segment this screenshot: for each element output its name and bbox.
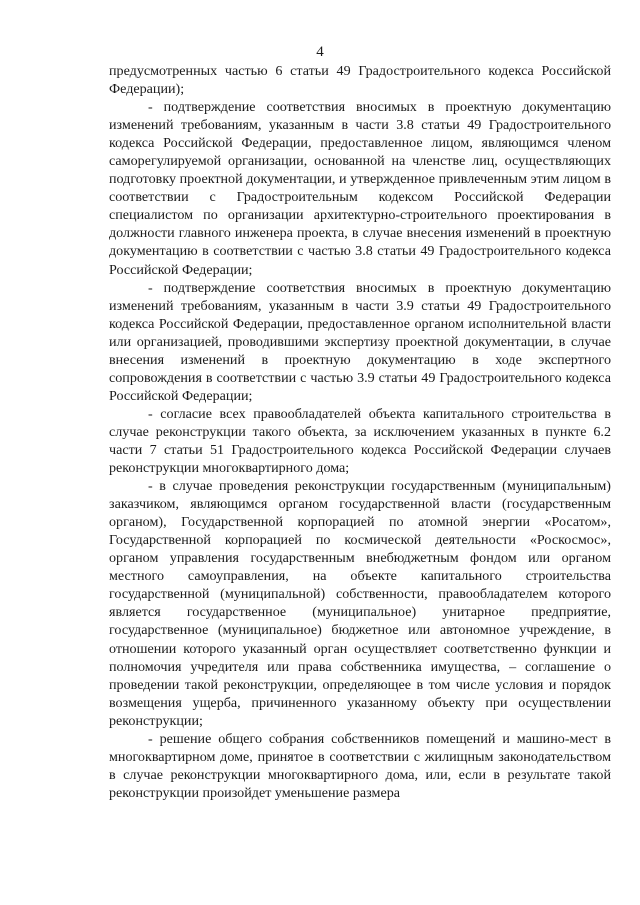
paragraph-item: - в случае проведения реконструкции государственным (муниципальным) заказчиком, являющимся органом государственной власти (государственным органом), Государственной корпорацией по атомной энергии «Росатом», Государственной корпорацией по космической деятельности «Роскосмос», органом управления государственным внебюджетным фондом или органом местного самоуправления, на объекте капитального строительства государственной (муниципальной) собственности, правообладателем которого является государственное (муниципальное) унитарное предприятие, государственное (муниципальное) бюджетное или автономное учреждение, в отношении которого указанный орган осуществляет соответственно функции и полномочия учредителя или права собственника имущества, – соглашение о проведении такой реконструкции, определяющее в том числе условия и порядок возмещения ущерба, причиненного указанному объекту при осуществлении реконструкции; [109,478,611,729]
paragraph-item: - согласие всех правообладателей объекта капитального строительства в случае реконструкции такого объекта, за исключением указанных в пункте 6.2 части 7 статьи 51 Градостроительного кодекса Российской Федерации случаев реконструкции многоквартирного дома; [109,405,611,477]
document-body [109,62,611,802]
paragraph-continuation: предусмотренных частью 6 статьи 49 Градостроительного кодекса Российской Федерации); [109,63,611,98]
paragraph-item: - решение общего собрания собственников помещений и машино-мест в многоквартирном доме, принятое в соответствии с жилищным законодательством в случае реконструкции многоквартирного дома, или, если в результате такой реконструкции произойдет уменьшение размера [109,730,611,801]
paragraph-item: - подтверждение соответствия вносимых в проектную документацию изменений требованиям, указанным в части 3.8 статьи 49 Градостроительного кодекса Российской Федерации, предоставленное лицом, являющимся членом саморегулируемой организации, основанной на членстве лиц, осуществляющих подготовку проектной документации, и утвержденное привлеченным этим лицом в соответствии с Градостроительным кодексом Российской Федерации специалистом по организации архитектурно-строительного проектирования в должности главного инженера проекта, в случае внесения изменений в проектную документацию в соответствии с частью 3.8 статьи 49 Градостроительного кодекса Российской Федерации; [109,99,611,278]
paragraph-item: - подтверждение соответствия вносимых в проектную документацию изменений требованиям, указанным в части 3.9 статьи 49 Градостроительного кодекса Российской Федерации, предоставленное органом исполнительной власти или организацией, проводившими экспертизу проектной документации, в случае внесения изменений в проектную документацию в ходе экспертного сопровождения в соответствии с частью 3.9 статьи 49 Градостроительного кодекса Российской Федерации; [109,279,611,404]
page-number: 4 [316,44,324,60]
